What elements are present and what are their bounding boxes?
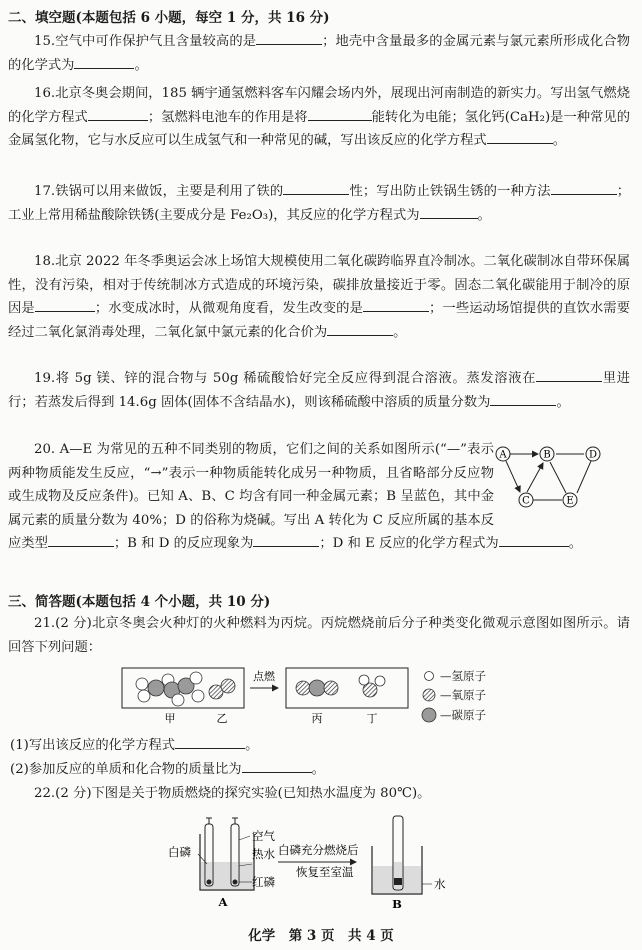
q18-blank-3[interactable] — [327, 321, 393, 336]
q18-blank-1[interactable] — [35, 297, 95, 312]
q21-sub-2 — [10, 758, 632, 782]
label-yi: 乙 — [216, 712, 228, 725]
q15-text-b: ；地壳中含量最多的金属元素与氯元素所形成化合物的化学式为 — [8, 34, 630, 73]
q19-blank-2[interactable] — [490, 391, 556, 406]
q21-sub1-text: (1)写出该反应的化学方程式 — [10, 738, 176, 753]
q15-blank-2[interactable] — [74, 54, 134, 69]
node-b: B — [543, 449, 551, 461]
q16-text-c: 能转化为电能；氢化钙(CaH₂)是一种常见的金属氢化物，它与水反应可以生成氢气和一种常见的碱，写出该反应的化学方程式 — [8, 109, 631, 149]
question-22 — [8, 782, 630, 806]
q19-text-c: 。 — [556, 394, 570, 410]
legend-carbon: —碳原子 — [440, 708, 486, 722]
section-3-title: 三、简答题(本题包括 4 个小题，共 10 分) — [8, 594, 271, 610]
q16-text-a: 16.北京冬奥会期间，185 辆宇通氢燃料客车闪耀会场内外，展现出河南制造的新实力。写出氢气燃烧的化学方程式 — [8, 86, 630, 125]
label-step2: 恢复至室温 — [296, 865, 354, 879]
question-16 — [8, 82, 630, 153]
question-21 — [8, 612, 630, 659]
q20-blank-2[interactable] — [253, 532, 319, 547]
label-ding: 丁 — [366, 712, 378, 725]
q21-sub-1 — [10, 734, 632, 758]
q19-text-b: 里进行；若蒸发后得到 14.6g 固体(固体不含结晶水)，则该稀硫酸中溶质的质量分数为 — [8, 371, 631, 410]
label-water: 水 — [434, 877, 446, 891]
question-18 — [8, 250, 630, 344]
q20-text-d: 。 — [568, 536, 583, 552]
atom-legend-icons — [418, 668, 440, 728]
q20-text-a: 20. A—E 为常见的五种不同类别的物质，它们之间的关系如图所示(“—”表示两种物质能发生反应，“→”表示一种物质能转化成另一种物质，且省略部分反应物或生成物及反应条件)。已知 A、B、C 均含有同一种金属元素；B 呈蓝色，其中金属元素的质量分数为 40%；D 的俗称为烧碱。写出 A 转化为 C 反应所属的基本反应类型 — [8, 442, 494, 552]
label-step1: 白磷充分燃烧后 — [278, 843, 359, 857]
question-15 — [8, 30, 630, 77]
q20-relationship-diagram — [490, 440, 610, 520]
q21-sub2-end: 。 — [311, 762, 325, 777]
node-c: C — [522, 495, 530, 507]
q16-text-d: 。 — [552, 133, 566, 149]
q17-text-b: 性；写出防止铁锅生锈的一种方法 — [349, 184, 551, 199]
q22-intro: 22.(2 分)下图是关于物质燃烧的探究实验(已知热水温度为 80℃)。 — [34, 786, 431, 801]
label-jia: 甲 — [164, 712, 176, 725]
q17-text-c: ；工业上常用稀盐酸除铁锈(主要成分是 Fe₂O₃)，其反应的化学方程式为 — [8, 184, 630, 223]
q20-blank-3[interactable] — [499, 532, 569, 547]
q16-blank-1[interactable] — [88, 106, 148, 121]
q20-blank-1[interactable] — [48, 532, 114, 547]
q16-text-b: ；氢燃料电池车的作用是将 — [147, 109, 308, 125]
node-a: A — [499, 449, 507, 461]
q20-text-c: ；D 和 E 反应的化学方程式为 — [319, 536, 499, 552]
q20-text-b: ；B 和 D 的反应现象为 — [113, 536, 254, 552]
q17-text-a: 17.铁锅可以用来做饭，主要是利用了铁的 — [34, 184, 284, 199]
page-footer: 化学 第 3 页 共 4 页 — [248, 928, 394, 944]
q16-blank-2[interactable] — [308, 106, 372, 121]
label-b: B — [392, 897, 402, 911]
q21-sub2-text: (2)参加反应的单质和化合物的质量比为 — [10, 762, 242, 777]
q16-blank-3[interactable] — [487, 129, 553, 144]
label-a: A — [218, 895, 228, 909]
q17-blank-3[interactable] — [420, 204, 478, 219]
q21-blank-1[interactable] — [175, 734, 245, 749]
label-white-phosphorus: 白磷 — [168, 845, 191, 859]
legend-oxygen: —氧原子 — [440, 688, 486, 702]
question-19 — [8, 367, 630, 414]
q19-blank-1[interactable] — [536, 367, 602, 382]
label-air: 空气 — [252, 829, 275, 843]
q21-blank-2[interactable] — [242, 758, 312, 773]
label-red-phosphorus: 红磷 — [252, 875, 275, 889]
q18-blank-2[interactable] — [363, 297, 429, 312]
q17-blank-1[interactable] — [283, 180, 349, 195]
label-bing: 丙 — [311, 712, 323, 725]
question-17 — [8, 180, 630, 227]
q17-text-d: 。 — [477, 207, 491, 223]
node-d: D — [588, 449, 598, 461]
section-2-title: 二、填空题(本题包括 6 小题，每空 1 分，共 16 分) — [8, 10, 330, 26]
q18-text-d: 。 — [393, 324, 407, 340]
q19-text-a: 19.将 5g 镁、锌的混合物与 50g 稀硫酸恰好完全反应得到混合溶液。蒸发溶液在 — [34, 371, 537, 386]
ignite-label: 点燃 — [253, 670, 275, 683]
q21-sub1-end: 。 — [245, 738, 259, 753]
q22-experiment-diagram — [160, 812, 460, 912]
legend-hydrogen: —氢原子 — [440, 669, 486, 683]
q21-intro: 21.(2 分)北京冬奥会火种灯的火种燃料为丙烷。丙烷燃烧前后分子种类变化微观示意图如图所示。请回答下列问题： — [8, 616, 630, 655]
q15-blank-1[interactable] — [256, 30, 322, 45]
q18-text-b: ；水变成冰时，从微观角度看，发生改变的是 — [94, 301, 363, 317]
q17-blank-2[interactable] — [551, 180, 617, 195]
q15-text-c: 。 — [134, 57, 148, 73]
q21-molecule-diagram — [120, 664, 410, 728]
node-e: E — [566, 495, 574, 507]
q18-text-a: 18.北京 2022 年冬季奥运会冰上场馆大规模使用二氧化碳跨临界直冷制冰。二氧化碳制冰自带环保属性，没有污染，相对于传统制冰方式造成的环境污染，碳排放量接近于零。固态二氧化碳能用于制冷的原因是 — [8, 254, 630, 317]
label-hot-water: 热水 — [252, 847, 275, 861]
q15-text-a: 15.空气中可作保护气且含量较高的是 — [34, 34, 257, 49]
q18-text-c: ；一些运动场馆提供的直饮水需要经过二氧化氯消毒处理，二氧化氯中氯元素的化合价为 — [8, 301, 631, 340]
